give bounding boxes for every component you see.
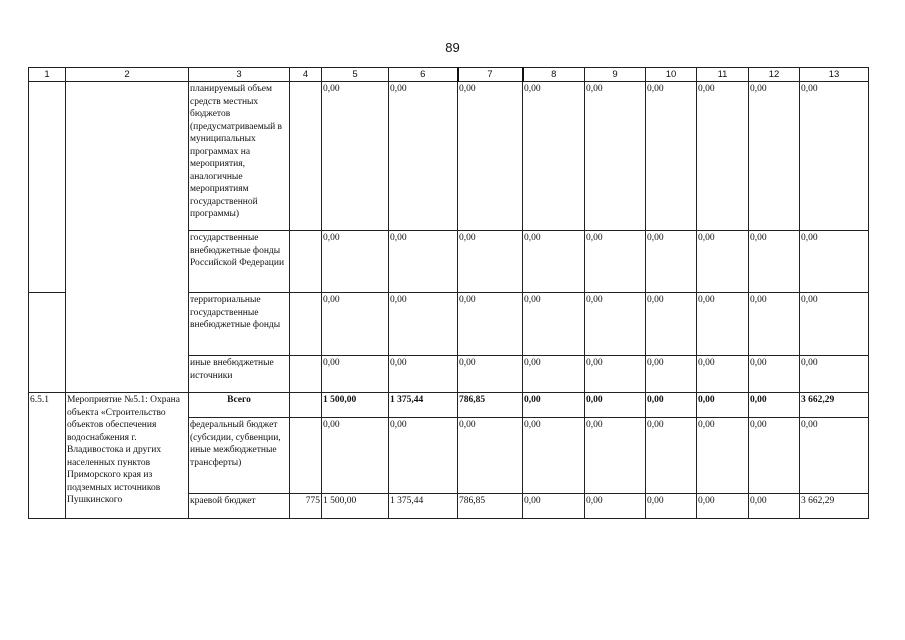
value-cell: 786,85	[458, 494, 523, 519]
value-cell: 0,00	[389, 418, 458, 494]
funding-source-cell: иные внебюджетные источники	[189, 356, 290, 393]
value-cell: 0,00	[523, 418, 585, 494]
funding-source-cell: планируемый объем средств местных бюджетов (предусматриваемый в муниципальных программах на мероприятия, аналогичные мероприятиям государственной программы)	[189, 82, 290, 231]
value-cell: 1 500,00	[322, 494, 389, 519]
value-cell: 0,00	[646, 82, 697, 231]
value-cell: 0,00	[697, 356, 749, 393]
value-cell: 0,00	[523, 494, 585, 519]
number-cell	[29, 82, 66, 231]
funding-source-cell: Всего	[189, 393, 290, 418]
column-header: 9	[585, 68, 646, 82]
column-header: 3	[189, 68, 290, 82]
value-cell: 0,00	[523, 393, 585, 418]
value-cell: 0,00	[646, 393, 697, 418]
value-cell: 1 500,00	[322, 393, 389, 418]
table-row	[29, 82, 869, 231]
value-cell: 0,00	[523, 293, 585, 356]
value-cell: 1 375,44	[389, 494, 458, 519]
value-cell: 0,00	[646, 494, 697, 519]
value-cell: 0,00	[697, 231, 749, 293]
value-cell: 0,00	[800, 293, 869, 356]
value-cell: 0,00	[800, 418, 869, 494]
value-cell: 0,00	[749, 418, 800, 494]
column-header: 8	[523, 68, 585, 82]
value-cell: 0,00	[800, 231, 869, 293]
value-cell: 0,00	[697, 393, 749, 418]
value-cell: 0,00	[322, 293, 389, 356]
funding-source-cell: государственные внебюджетные фонды Российской Федерации	[189, 231, 290, 293]
value-cell: 0,00	[458, 418, 523, 494]
column-header: 12	[749, 68, 800, 82]
value-cell: 0,00	[389, 82, 458, 231]
number-cell	[29, 231, 66, 293]
code-cell	[290, 356, 322, 393]
table-row-total	[29, 393, 869, 418]
column-header: 7	[458, 68, 523, 82]
value-cell: 0,00	[646, 231, 697, 293]
column-header: 5	[322, 68, 389, 82]
value-cell: 0,00	[585, 418, 646, 494]
value-cell: 0,00	[523, 356, 585, 393]
column-header: 1	[29, 68, 66, 82]
funding-source-cell: федеральный бюджет (субсидии, субвенции, иные межбюджетные трансферты)	[189, 418, 290, 494]
value-cell: 0,00	[585, 82, 646, 231]
value-cell: 0,00	[523, 231, 585, 293]
value-cell: 0,00	[458, 293, 523, 356]
measure-name-cell	[66, 82, 189, 393]
value-cell: 0,00	[585, 494, 646, 519]
code-cell	[290, 231, 322, 293]
value-cell: 0,00	[585, 393, 646, 418]
column-header: 6	[389, 68, 458, 82]
code-cell: 775	[290, 494, 322, 519]
value-cell: 0,00	[800, 82, 869, 231]
column-header: 10	[646, 68, 697, 82]
value-cell: 3 662,29	[800, 494, 869, 519]
value-cell: 0,00	[585, 356, 646, 393]
number-cell	[29, 293, 66, 393]
code-cell	[290, 393, 322, 418]
value-cell: 0,00	[523, 82, 585, 231]
funding-source-cell: краевой бюджет	[189, 494, 290, 519]
value-cell: 0,00	[322, 356, 389, 393]
value-cell: 0,00	[458, 356, 523, 393]
value-cell: 0,00	[749, 293, 800, 356]
value-cell: 0,00	[697, 494, 749, 519]
value-cell: 0,00	[389, 293, 458, 356]
measure-number-cell: 6.5.1	[29, 393, 66, 519]
value-cell: 0,00	[322, 231, 389, 293]
measure-name-cell: Мероприятие №5.1: Охрана объекта «Строительство объектов обеспечения водоснабжения г. Владивостока и других населенных пунктов Приморского края из подземных источников Пушкинского	[66, 393, 189, 519]
column-header: 2	[66, 68, 189, 82]
funding-source-cell: территориальные государственные внебюджетные фонды	[189, 293, 290, 356]
value-cell: 0,00	[322, 82, 389, 231]
value-cell: 0,00	[646, 293, 697, 356]
column-header: 4	[290, 68, 322, 82]
code-cell	[290, 82, 322, 231]
value-cell: 0,00	[458, 82, 523, 231]
value-cell: 0,00	[585, 231, 646, 293]
column-header: 13	[800, 68, 869, 82]
column-header: 11	[697, 68, 749, 82]
value-cell: 0,00	[646, 356, 697, 393]
column-number-row	[29, 68, 869, 82]
value-cell: 0,00	[697, 418, 749, 494]
code-cell	[290, 418, 322, 494]
page-number: 89	[445, 40, 460, 55]
value-cell: 786,85	[458, 393, 523, 418]
value-cell: 0,00	[697, 82, 749, 231]
value-cell: 0,00	[458, 231, 523, 293]
value-cell: 0,00	[749, 231, 800, 293]
value-cell: 0,00	[749, 82, 800, 231]
value-cell: 0,00	[697, 293, 749, 356]
value-cell: 0,00	[800, 356, 869, 393]
budget-table	[28, 67, 869, 519]
value-cell: 0,00	[322, 418, 389, 494]
code-cell	[290, 293, 322, 356]
value-cell: 0,00	[749, 356, 800, 393]
value-cell: 3 662,29	[800, 393, 869, 418]
value-cell: 1 375,44	[389, 393, 458, 418]
value-cell: 0,00	[389, 356, 458, 393]
value-cell: 0,00	[585, 293, 646, 356]
value-cell: 0,00	[646, 418, 697, 494]
value-cell: 0,00	[749, 494, 800, 519]
value-cell: 0,00	[389, 231, 458, 293]
value-cell: 0,00	[749, 393, 800, 418]
